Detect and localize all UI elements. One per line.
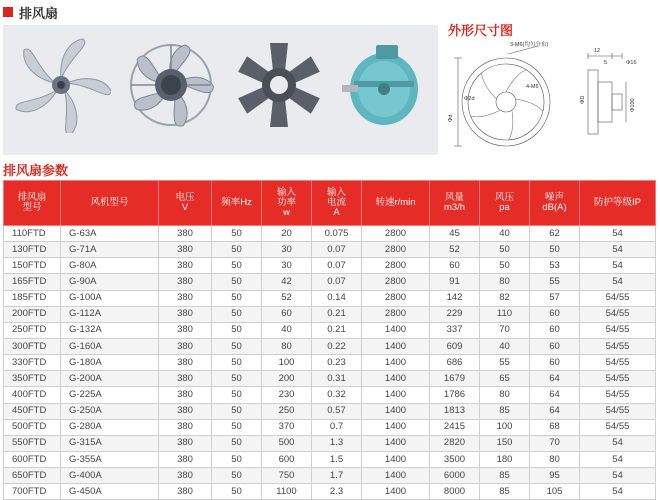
table-cell: 60 <box>530 355 580 371</box>
table-row <box>4 355 656 371</box>
table-cell: 229 <box>430 306 480 322</box>
table-cell: 380 <box>159 274 212 290</box>
table-cell: 0.07 <box>312 258 362 274</box>
table-cell: 686 <box>430 355 480 371</box>
table-cell: G-315A <box>61 435 159 451</box>
table-cell: 2800 <box>362 290 430 306</box>
table-cell: 50 <box>480 258 530 274</box>
table-cell: G-400A <box>61 468 159 484</box>
table-cell: 0.32 <box>312 387 362 403</box>
table-cell: 380 <box>159 242 212 258</box>
six-blade-impeller-photo <box>229 33 329 133</box>
column-header: 输入 功率 w <box>262 181 312 226</box>
table-cell: 80 <box>480 387 530 403</box>
table-cell: 54 <box>580 435 656 451</box>
table-cell: 0.21 <box>312 306 362 322</box>
table-cell: 40 <box>480 226 530 242</box>
column-header: 防护等级IP <box>580 181 656 226</box>
table-cell: 0.22 <box>312 338 362 354</box>
table-cell: G-90A <box>61 274 159 290</box>
table-cell: G-225A <box>61 387 159 403</box>
table-cell: 1.3 <box>312 435 362 451</box>
table-header-row <box>4 181 656 226</box>
table-cell: 380 <box>159 403 212 419</box>
table-cell: 45 <box>430 226 480 242</box>
table-cell: 8000 <box>430 484 480 500</box>
column-header: 风机型号 <box>61 181 159 226</box>
table-cell: 110FTD <box>4 226 61 242</box>
table-cell: 380 <box>159 258 212 274</box>
table-cell: 50 <box>212 226 262 242</box>
dim-label-s12: 12 <box>594 48 601 54</box>
table-cell: 1400 <box>362 484 430 500</box>
table-cell: 3500 <box>430 451 480 467</box>
table-cell: 0.14 <box>312 290 362 306</box>
table-cell: 380 <box>159 387 212 403</box>
table-cell: 30 <box>262 258 312 274</box>
table-cell: 1400 <box>362 387 430 403</box>
table-cell: 50 <box>212 306 262 322</box>
table-cell: 300FTD <box>4 338 61 354</box>
table-row <box>4 274 656 290</box>
table-row <box>4 451 656 467</box>
dimension-title: 外形尺寸图 <box>448 23 514 38</box>
table-cell: 110 <box>480 306 530 322</box>
table-cell: 50 <box>212 242 262 258</box>
table-cell: 1400 <box>362 338 430 354</box>
table-cell: 50 <box>212 435 262 451</box>
table-cell: 1400 <box>362 371 430 387</box>
table-cell: 70 <box>530 435 580 451</box>
table-row <box>4 387 656 403</box>
dim-label-phi16: Φ16 <box>626 60 637 66</box>
table-cell: 1400 <box>362 403 430 419</box>
table-cell: G-112A <box>61 306 159 322</box>
table-cell: G-100A <box>61 290 159 306</box>
table-cell: 230 <box>262 387 312 403</box>
table-cell: 50 <box>212 258 262 274</box>
table-cell: 2800 <box>362 226 430 242</box>
table-cell: 54 <box>580 226 656 242</box>
table-cell: 1100 <box>262 484 312 500</box>
table-cell: 500FTD <box>4 419 61 435</box>
table-row <box>4 419 656 435</box>
table-cell: 200FTD <box>4 306 61 322</box>
table-cell: 54/55 <box>580 290 656 306</box>
table-row <box>4 403 656 419</box>
table-cell: 600FTD <box>4 451 61 467</box>
table-cell: 50 <box>212 403 262 419</box>
section-title: 排风扇 <box>19 5 59 21</box>
table-row <box>4 371 656 387</box>
five-blade-impeller-photo <box>11 33 111 133</box>
table-cell: 2800 <box>362 306 430 322</box>
table-cell: 100 <box>262 355 312 371</box>
table-cell: 80 <box>480 274 530 290</box>
table-cell: G-280A <box>61 419 159 435</box>
table-cell: 1400 <box>362 322 430 338</box>
params-table <box>3 180 656 500</box>
table-cell: 200 <box>262 371 312 387</box>
table-cell: 700FTD <box>4 484 61 500</box>
table-cell: 91 <box>430 274 480 290</box>
table-row <box>4 322 656 338</box>
column-header: 排风扇 型号 <box>4 181 61 226</box>
table-cell: 250FTD <box>4 322 61 338</box>
table-cell: G-180A <box>61 355 159 371</box>
table-cell: 2415 <box>430 419 480 435</box>
table-cell: 2800 <box>362 258 430 274</box>
table-cell: 1400 <box>362 468 430 484</box>
table-cell: 50 <box>212 468 262 484</box>
table-cell: 50 <box>212 355 262 371</box>
table-cell: 185FTD <box>4 290 61 306</box>
table-cell: 2800 <box>362 242 430 258</box>
table-cell: 150FTD <box>4 258 61 274</box>
table-cell: 650FTD <box>4 468 61 484</box>
table-cell: 0.31 <box>312 371 362 387</box>
table-cell: 68 <box>530 419 580 435</box>
table-cell: 105 <box>530 484 580 500</box>
column-header: 输入 电流 A <box>312 181 362 226</box>
table-cell: 50 <box>212 371 262 387</box>
table-cell: 380 <box>159 451 212 467</box>
table-cell: 1.7 <box>312 468 362 484</box>
table-cell: 85 <box>480 403 530 419</box>
dim-label-phi-d: Φd <box>448 114 454 122</box>
table-cell: 1679 <box>430 371 480 387</box>
table-cell: 142 <box>430 290 480 306</box>
table-cell: 380 <box>159 371 212 387</box>
table-cell: 337 <box>430 322 480 338</box>
table-cell: 380 <box>159 290 212 306</box>
table-cell: G-200A <box>61 371 159 387</box>
table-cell: 62 <box>530 226 580 242</box>
table-row <box>4 290 656 306</box>
table-cell: 60 <box>530 306 580 322</box>
table-row <box>4 338 656 354</box>
motor-fan-assembly-photo <box>121 33 221 133</box>
table-cell: 380 <box>159 484 212 500</box>
table-cell: 600 <box>262 451 312 467</box>
table-cell: 1400 <box>362 435 430 451</box>
table-cell: 100 <box>480 419 530 435</box>
table-row <box>4 306 656 322</box>
table-cell: 0.57 <box>312 403 362 419</box>
table-cell: 0.07 <box>312 242 362 258</box>
column-header: 电压 V <box>159 181 212 226</box>
table-cell: G-132A <box>61 322 159 338</box>
table-row <box>4 258 656 274</box>
table-cell: 450FTD <box>4 403 61 419</box>
section-header <box>3 3 58 21</box>
table-cell: 54 <box>580 258 656 274</box>
table-cell: 0.21 <box>312 322 362 338</box>
table-cell: 80 <box>262 338 312 354</box>
dim-label-phi100: Φ100 <box>630 98 636 112</box>
table-cell: 85 <box>480 484 530 500</box>
table-cell: 609 <box>430 338 480 354</box>
table-row <box>4 226 656 242</box>
table-cell: 54/55 <box>580 371 656 387</box>
table-cell: 750 <box>262 468 312 484</box>
column-header: 风压 pa <box>480 181 530 226</box>
dim-label-s5: 5 <box>604 60 608 66</box>
table-cell: 165FTD <box>4 274 61 290</box>
table-cell: 60 <box>430 258 480 274</box>
table-cell: G-63A <box>61 226 159 242</box>
table-cell: 0.7 <box>312 419 362 435</box>
table-cell: 2820 <box>430 435 480 451</box>
column-header: 频率Hz <box>212 181 262 226</box>
product-photo-strip <box>3 25 438 155</box>
table-cell: 1786 <box>430 387 480 403</box>
column-header: 噪声 dB(A) <box>530 181 580 226</box>
table-body <box>4 226 656 500</box>
dim-label-d2: Φ2d <box>464 96 475 102</box>
table-cell: 150 <box>480 435 530 451</box>
table-cell: 2800 <box>362 274 430 290</box>
table-cell: 82 <box>480 290 530 306</box>
table-cell: 54 <box>580 468 656 484</box>
table-cell: 2.3 <box>312 484 362 500</box>
table-cell: 54/55 <box>580 355 656 371</box>
table-cell: 55 <box>480 355 530 371</box>
table-cell: 1400 <box>362 419 430 435</box>
table-row <box>4 435 656 451</box>
table-cell: 54/55 <box>580 403 656 419</box>
table-cell: 0.075 <box>312 226 362 242</box>
table-cell: G-71A <box>61 242 159 258</box>
table-cell: 380 <box>159 322 212 338</box>
table-cell: 52 <box>430 242 480 258</box>
table-row <box>4 484 656 500</box>
table-cell: 53 <box>530 258 580 274</box>
table-cell: 550FTD <box>4 435 61 451</box>
table-cell: 380 <box>159 419 212 435</box>
table-cell: 1.5 <box>312 451 362 467</box>
table-cell: 70 <box>480 322 530 338</box>
table-cell: 57 <box>530 290 580 306</box>
table-cell: 380 <box>159 306 212 322</box>
table-cell: G-160A <box>61 338 159 354</box>
table-cell: 1400 <box>362 451 430 467</box>
table-cell: 400FTD <box>4 387 61 403</box>
table-cell: 54 <box>580 451 656 467</box>
table-cell: 380 <box>159 435 212 451</box>
table-cell: 85 <box>480 468 530 484</box>
table-cell: G-450A <box>61 484 159 500</box>
table-row <box>4 468 656 484</box>
table-cell: 50 <box>530 242 580 258</box>
table-cell: 380 <box>159 355 212 371</box>
table-cell: 95 <box>530 468 580 484</box>
table-cell: G-250A <box>61 403 159 419</box>
table-cell: 60 <box>530 338 580 354</box>
dim-label-phi-c: ΦD <box>580 95 586 104</box>
table-cell: 65 <box>480 371 530 387</box>
table-cell: 50 <box>480 242 530 258</box>
column-header: 风量 m3/h <box>430 181 480 226</box>
table-cell: G-80A <box>61 258 159 274</box>
table-cell: 54/55 <box>580 322 656 338</box>
table-cell: 330FTD <box>4 355 61 371</box>
table-cell: 50 <box>212 387 262 403</box>
dimension-drawing <box>448 40 653 150</box>
table-cell: 64 <box>530 403 580 419</box>
table-cell: 6000 <box>430 468 480 484</box>
section-marker <box>3 7 13 17</box>
table-cell: 54/55 <box>580 419 656 435</box>
cyan-motor-photo <box>336 33 436 133</box>
column-header: 转速r/min <box>362 181 430 226</box>
dim-label-holes: 3-M6(均匀分布) <box>510 42 549 48</box>
table-cell: 30 <box>262 242 312 258</box>
table-cell: 52 <box>262 290 312 306</box>
table-cell: 50 <box>212 290 262 306</box>
table-cell: 1400 <box>362 355 430 371</box>
table-cell: 130FTD <box>4 242 61 258</box>
table-cell: 54 <box>580 484 656 500</box>
table-cell: 40 <box>480 338 530 354</box>
table-cell: 20 <box>262 226 312 242</box>
table-cell: 350FTD <box>4 371 61 387</box>
table-cell: 42 <box>262 274 312 290</box>
table-cell: 50 <box>212 322 262 338</box>
table-cell: 54/55 <box>580 387 656 403</box>
table-cell: 250 <box>262 403 312 419</box>
table-cell: 60 <box>530 322 580 338</box>
table-cell: 64 <box>530 387 580 403</box>
table-cell: 180 <box>480 451 530 467</box>
table-cell: 64 <box>530 371 580 387</box>
table-cell: 50 <box>212 451 262 467</box>
table-cell: 50 <box>212 338 262 354</box>
dim-label-bolt: 4-M6 <box>526 84 539 90</box>
params-title: 排风扇参数 <box>3 163 69 178</box>
table-cell: 0.07 <box>312 274 362 290</box>
table-cell: 50 <box>212 274 262 290</box>
table-cell: 380 <box>159 338 212 354</box>
table-cell: 500 <box>262 435 312 451</box>
table-cell: 1813 <box>430 403 480 419</box>
table-cell: 40 <box>262 322 312 338</box>
table-cell: 380 <box>159 468 212 484</box>
table-cell: G-355A <box>61 451 159 467</box>
table-cell: 55 <box>530 274 580 290</box>
table-cell: 54 <box>580 242 656 258</box>
table-cell: 54 <box>580 274 656 290</box>
table-cell: 50 <box>212 484 262 500</box>
table-cell: 0.23 <box>312 355 362 371</box>
table-cell: 54/55 <box>580 306 656 322</box>
table-cell: 80 <box>530 451 580 467</box>
table-cell: 54/55 <box>580 338 656 354</box>
table-cell: 60 <box>262 306 312 322</box>
table-cell: 380 <box>159 226 212 242</box>
table-cell: 50 <box>212 419 262 435</box>
table-row <box>4 242 656 258</box>
table-cell: 370 <box>262 419 312 435</box>
